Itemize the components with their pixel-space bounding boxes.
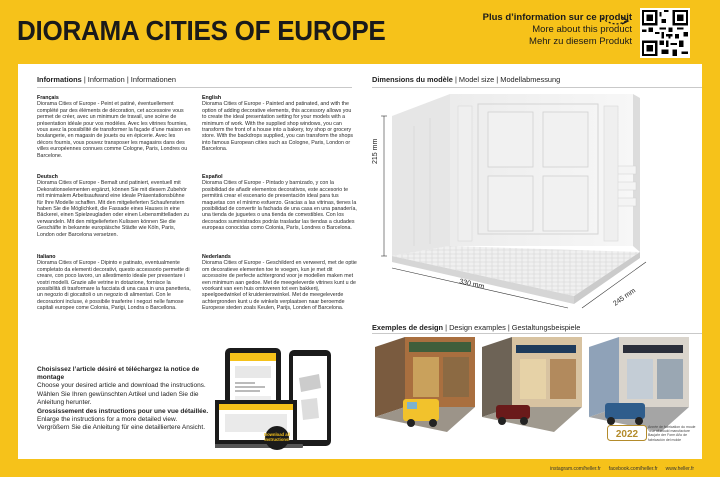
- dimension-depth-label: 245 mm: [612, 287, 638, 308]
- informations-title: [37, 75, 176, 84]
- enlarge-line: Grossissement des instructions pour une vue détaillée.: [37, 408, 209, 415]
- enlarge-line: Enlarge the instructions for a more detailed view.: [37, 416, 178, 424]
- mould-year-badge: [607, 425, 647, 441]
- website-link[interactable]: www.heller.fr: [665, 466, 694, 472]
- dimensions-title-bold: Dimensions du modèle: [372, 75, 453, 84]
- left-border: [0, 64, 18, 459]
- lang-block-de: [37, 174, 192, 238]
- right-border: [702, 64, 720, 459]
- lang-block-nl: [202, 254, 357, 312]
- page-title: DIORAMA CITIES OF EUROPE: [17, 15, 386, 46]
- lang-text: Diorama Cities of Europe - Dipinto e patinato, eventualmente completato da elementi decorativi, questo accessorio permette di creare, con poco lavoro, un allestimento ideale per presentare i vostri modelli. Grazie alle vetrine in dotazione, fornisce la possibilità di trasformare la facciata di una casa in una panetteria, un negozio di giocattoli o un negozio di alimentari. Con le decorazioni incluse, è possibile trasferire i negozi nelle famose capitali europee come Colonia, Parigi, Londra o Barcellona.: [37, 260, 191, 312]
- design-example-3-image[interactable]: [589, 337, 689, 437]
- lang-block-fr: [37, 95, 192, 159]
- lang-heading: Nederlands: [202, 254, 231, 260]
- lang-text: Diorama Cities of Europe - Peint et patiné, éventuellement complété par des éléments de décoration, cet accessoire vous permet de créer, avec un minimum de travail, une scène de présentation idéale pour vos modèles. Avec les vitrines fournies, vous avez la possibilité de transformer la façade d’une maison en boulangerie, en magasin de jouets ou en épicerie. Avec les décors fournis, vous pouvez transposer les magasins dans des villes européennes connues comme Cologne, Paris, Londres ou Barcelone.: [37, 101, 191, 159]
- instructions-devices-image[interactable]: [215, 348, 335, 450]
- more-info-line-fr: Plus d’information sur ce produit: [482, 12, 632, 23]
- diorama-model-image: [378, 86, 678, 314]
- download-badge-line2: instructions!: [264, 437, 290, 442]
- lang-heading: Français: [37, 95, 59, 101]
- informations-title-rest: | Information | Informationen: [81, 75, 176, 84]
- lang-heading: Italiano: [37, 254, 56, 260]
- instructions-line: Choisissez l’article désiré et téléchargez la notice de montage: [37, 366, 200, 382]
- instructions-line: Anleitung herunter.: [37, 398, 92, 406]
- instagram-link[interactable]: instagram.com/heller.fr: [550, 466, 601, 472]
- enlarge-line: Vergrößern Sie die Anleitung für eine detailliertere Ansicht.: [37, 424, 206, 432]
- arrow-right-icon: [600, 14, 632, 28]
- divider: [37, 87, 352, 88]
- lang-text: Diorama Cities of Europe - Geschilderd en verweerd, met de optie om decoratieve elementen toe te voegen, kun je met dit accessoire de perfecte achtergrond voor je modellen maken met een minimum aan gedoe. Met de meegeleverde vitrines kunt u de voorkant van een huis omtoveren tot een bakkerij, speelgoedwinkel of kruidenierswinkel. Met de meegeleverde achtergronden kunt u de winkels verplaatsen naar beroemde Europese steden zoals Keulen, Parijs, Londen of Barcelona.: [202, 260, 357, 312]
- dimension-width-label: 330 mm: [458, 278, 485, 291]
- download-badge-line1: Download all: [264, 432, 290, 437]
- lang-heading: English: [202, 95, 222, 101]
- informations-title-bold: Informations: [37, 75, 82, 84]
- qr-code-icon[interactable]: [640, 8, 690, 58]
- design-example-2-image[interactable]: [482, 337, 582, 437]
- mould-year-caption: Année de fabrication du moule Year of mould manufacture Baujahr der Form Año de fabricación del molde: [648, 425, 696, 442]
- more-info-line-de: Mehr zu diesem Produkt: [529, 36, 632, 47]
- enlarge-text: [37, 408, 215, 433]
- dimensions-title-rest: | Model size | Modellabmessung: [452, 75, 561, 84]
- lang-block-en: [202, 95, 357, 153]
- lang-heading: Español: [202, 174, 223, 180]
- lang-text: Diorama Cities of Europe - Bemalt und patiniert, eventuell mit Dekorationselementen ergänzt, können Sie mit diesem Zubehör mit minimalem Arbeitsaufwand eine ideale Präsentationsbühne für Ihre Modelle schaffen. Mit den mitgelieferten Schaufenstern haben Sie die Möglichkeit, die Fassade eines Hauses in eine Bäckerei, einen Spielzeugladen oder einen Lebensmittelladen zu verwandeln. Mit den mitgelieferten Kulissen können Sie die Geschäfte in bekannte europäische Städte wie Köln, Paris, London oder Barcelona versetzen.: [37, 180, 190, 238]
- lang-heading: Deutsch: [37, 174, 58, 180]
- examples-title: [372, 323, 580, 332]
- lang-block-es: [202, 174, 357, 232]
- social-links: [550, 466, 694, 472]
- instructions-line: Wählen Sie Ihren gewünschten Artikel und laden Sie die: [37, 390, 199, 398]
- lang-text: Diorama Cities of Europe - Painted and patinated, and with the option of adding decorative elements, this accessory allows you to create the ideal presentation setting for your models with a minimum of work. With the supplied shop windows, you can transform the front of a house into a bakery, toy shop or grocery store. With the backdrops supplied, you can transform the shops into famous European cities such as Cologne, Paris, London or Barcelona.: [202, 101, 354, 153]
- divider: [372, 333, 702, 334]
- facebook-link[interactable]: facebook.com/heller.fr: [608, 466, 658, 472]
- instructions-line: Choose your desired article and download the instructions.: [37, 382, 206, 390]
- lang-block-it: [37, 254, 192, 312]
- design-example-1-image[interactable]: [375, 337, 475, 437]
- instructions-text: [37, 366, 215, 407]
- dimension-height-label: 215 mm: [372, 138, 379, 164]
- mould-year-text: 2022: [615, 429, 639, 440]
- dimensions-title: [372, 75, 560, 84]
- lang-text: Diorama Cities of Europe - Pintado y barnizado, y con la posibilidad de añadir elementos decorativos, este accesorio te permitirá crear el escenario de presentación ideal para tus maquetas con el mínimo esfuerzo. Gracias a las vitrinas, tienes la posibilidad de convertir la fachada de una casa en una panadería, una tienda de juguetes o una tienda de comestibles. Con los decorados suministrados podrás trasladar las tiendas a ciudades europeas conocidas como Colonia, París, Londres o Barcelona.: [202, 180, 357, 232]
- examples-title-bold: Exemples de design: [372, 323, 444, 332]
- more-info-line-en: More about this product: [532, 24, 632, 35]
- examples-title-rest: | Design examples | Gestaltungsbeispiele: [443, 323, 581, 332]
